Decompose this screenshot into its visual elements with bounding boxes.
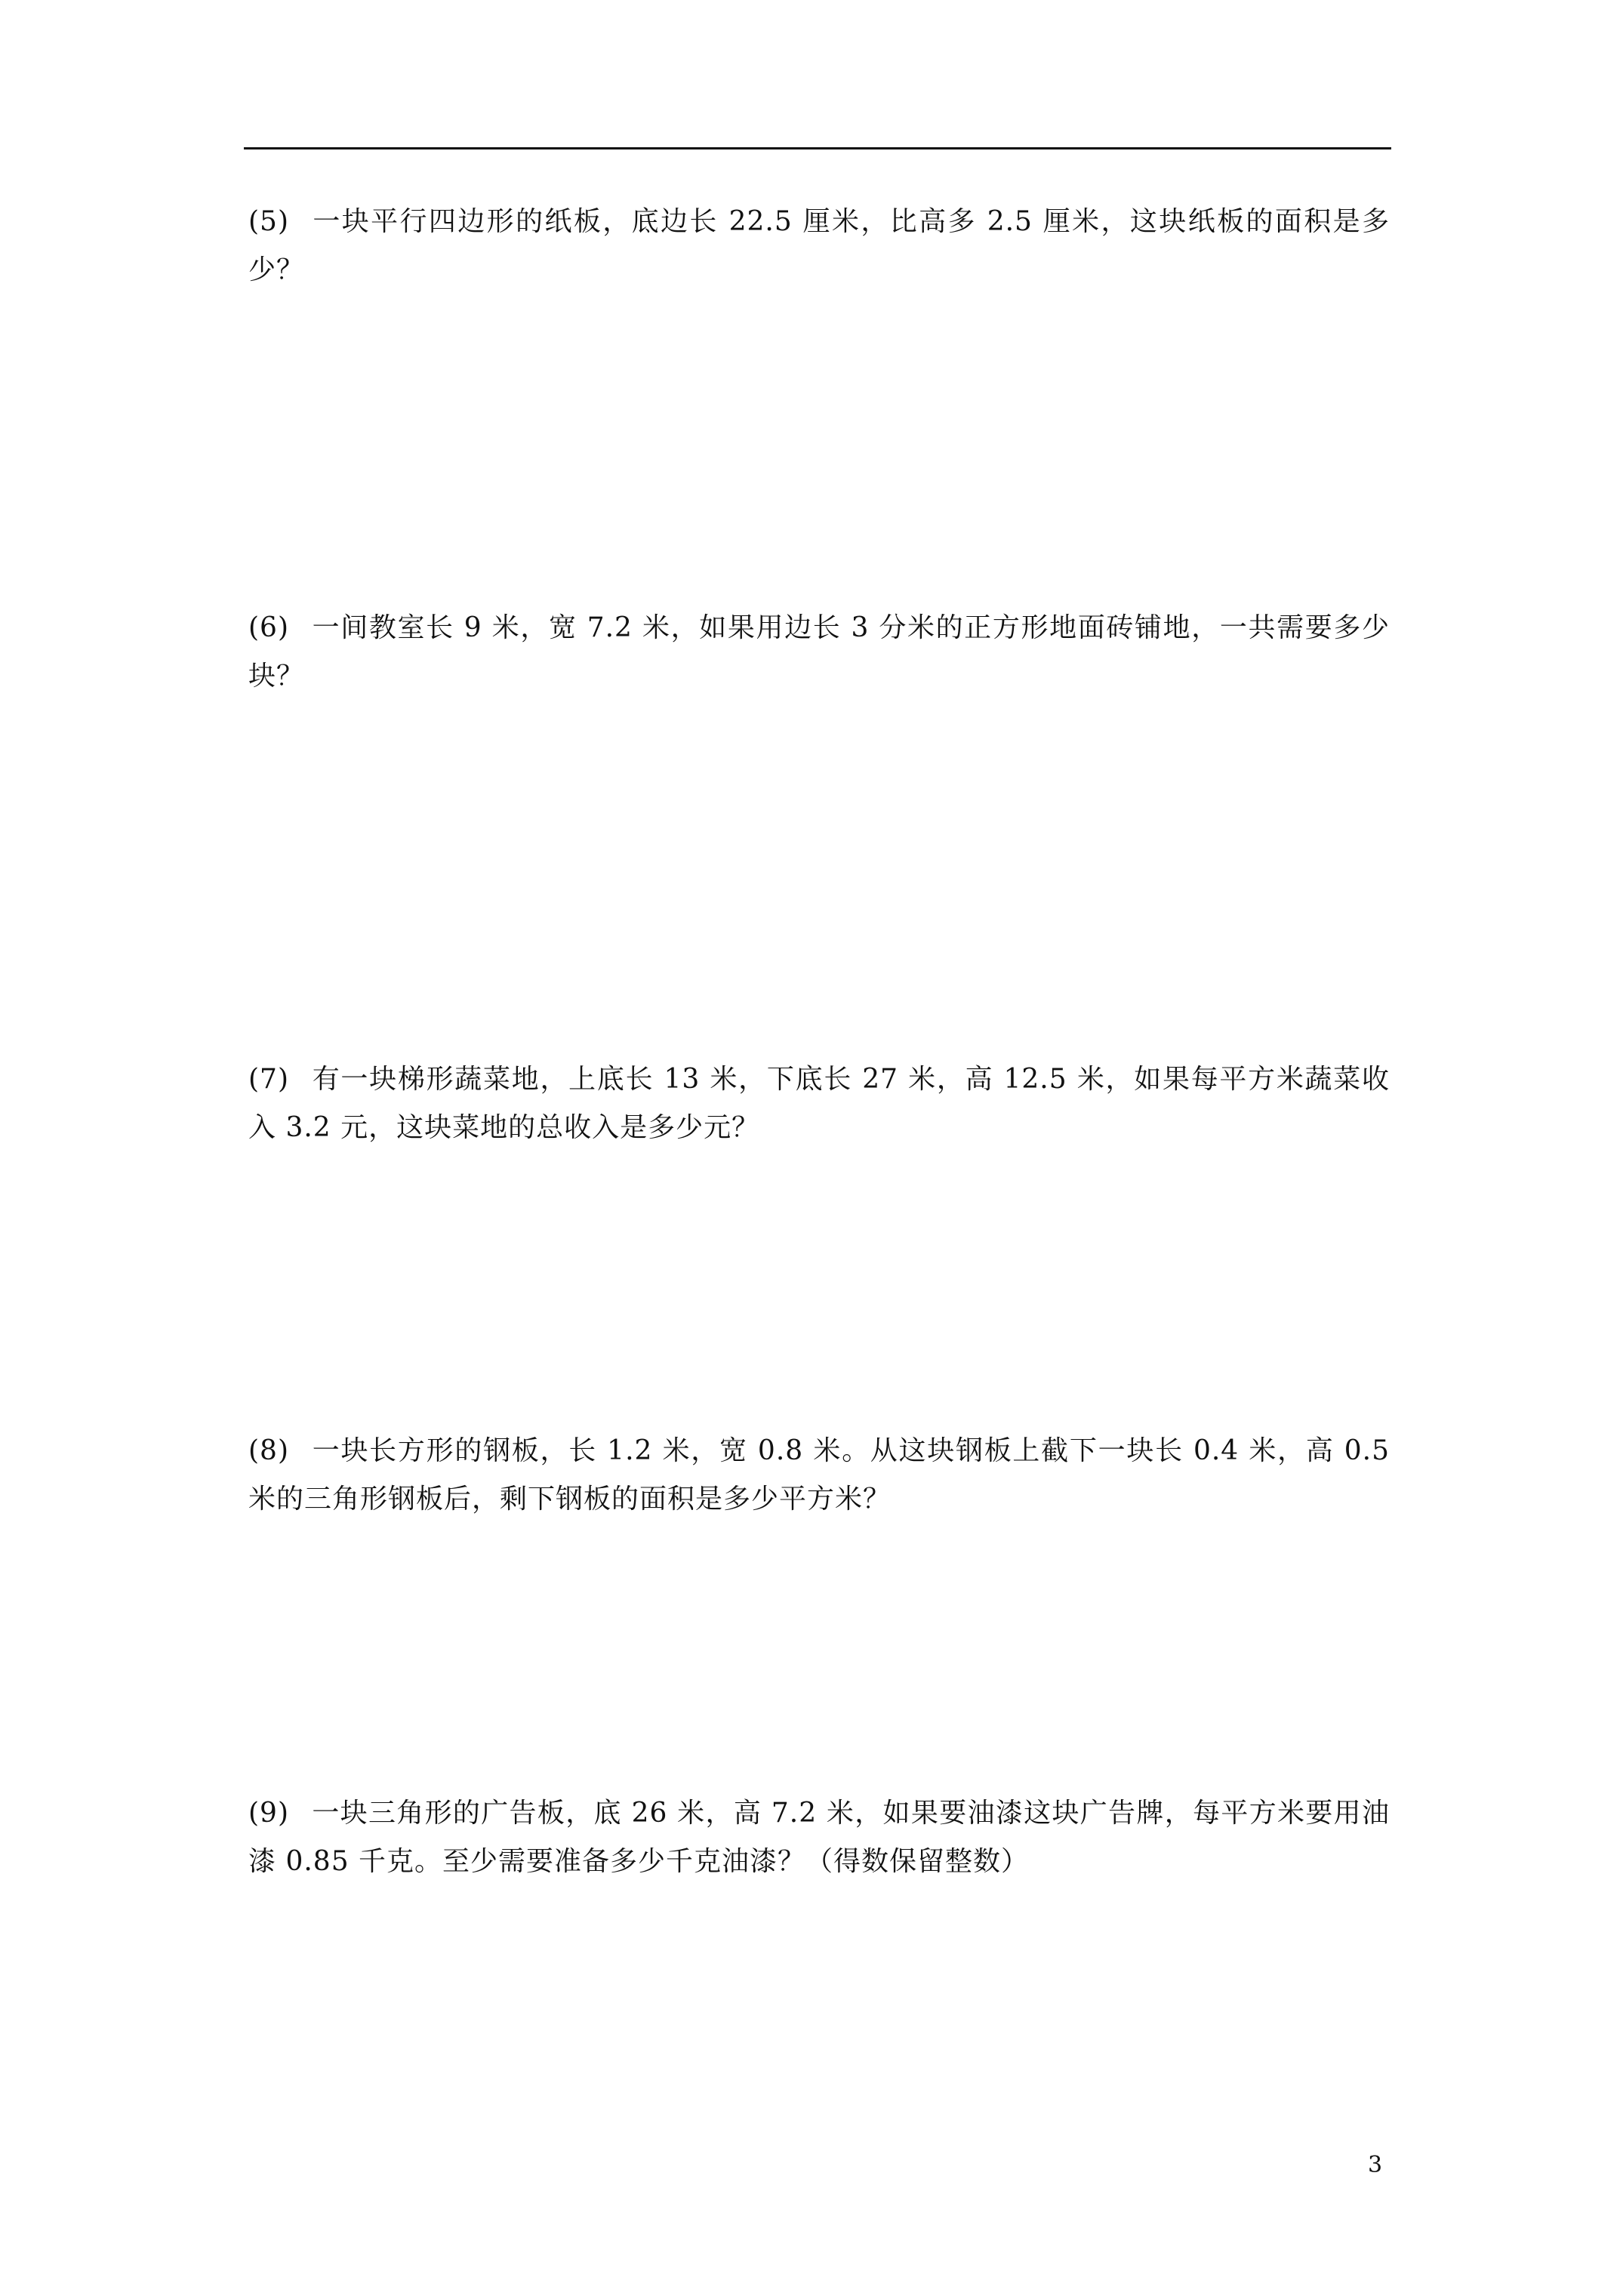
problem-8-number: (8) <box>248 1435 289 1466</box>
problem-8-text: 一块长方形的钢板，长 1.2 米，宽 0.8 米。从这块钢板上截下一块长 0.4 米，高 0.5 米的三角形钢板后，剩下钢板的面积是多少平方米？ <box>248 1435 1390 1515</box>
header-rule <box>244 147 1391 149</box>
problem-5 <box>248 198 1390 294</box>
problem-5-number: (5) <box>248 206 289 237</box>
page-number: 3 <box>1368 2152 1383 2178</box>
problem-5-text: 一块平行四边形的纸板，底边长 22.5 厘米，比高多 2.5 厘米，这块纸板的面积是多少？ <box>248 206 1390 285</box>
problem-6-number: (6) <box>248 612 289 643</box>
problem-6-text: 一间教室长 9 米，宽 7.2 米，如果用边长 3 分米的正方形地面砖铺地，一共需要多少块？ <box>248 612 1390 692</box>
problem-6 <box>248 604 1390 701</box>
problem-9-number: (9) <box>248 1798 289 1829</box>
problem-9-text: 一块三角形的广告板，底 26 米，高 7.2 米，如果要油漆这块广告牌，每平方米要用油漆 0.85 千克。至少需要准备多少千克油漆？（得数保留整数） <box>248 1798 1390 1877</box>
problem-7 <box>248 1056 1390 1152</box>
problem-9 <box>248 1789 1390 1886</box>
problem-7-number: (7) <box>248 1064 289 1095</box>
problem-7-text: 有一块梯形蔬菜地，上底长 13 米，下底长 27 米，高 12.5 米，如果每平方米蔬菜收入 3.2 元，这块菜地的总收入是多少元？ <box>248 1064 1390 1143</box>
problem-8 <box>248 1427 1390 1524</box>
